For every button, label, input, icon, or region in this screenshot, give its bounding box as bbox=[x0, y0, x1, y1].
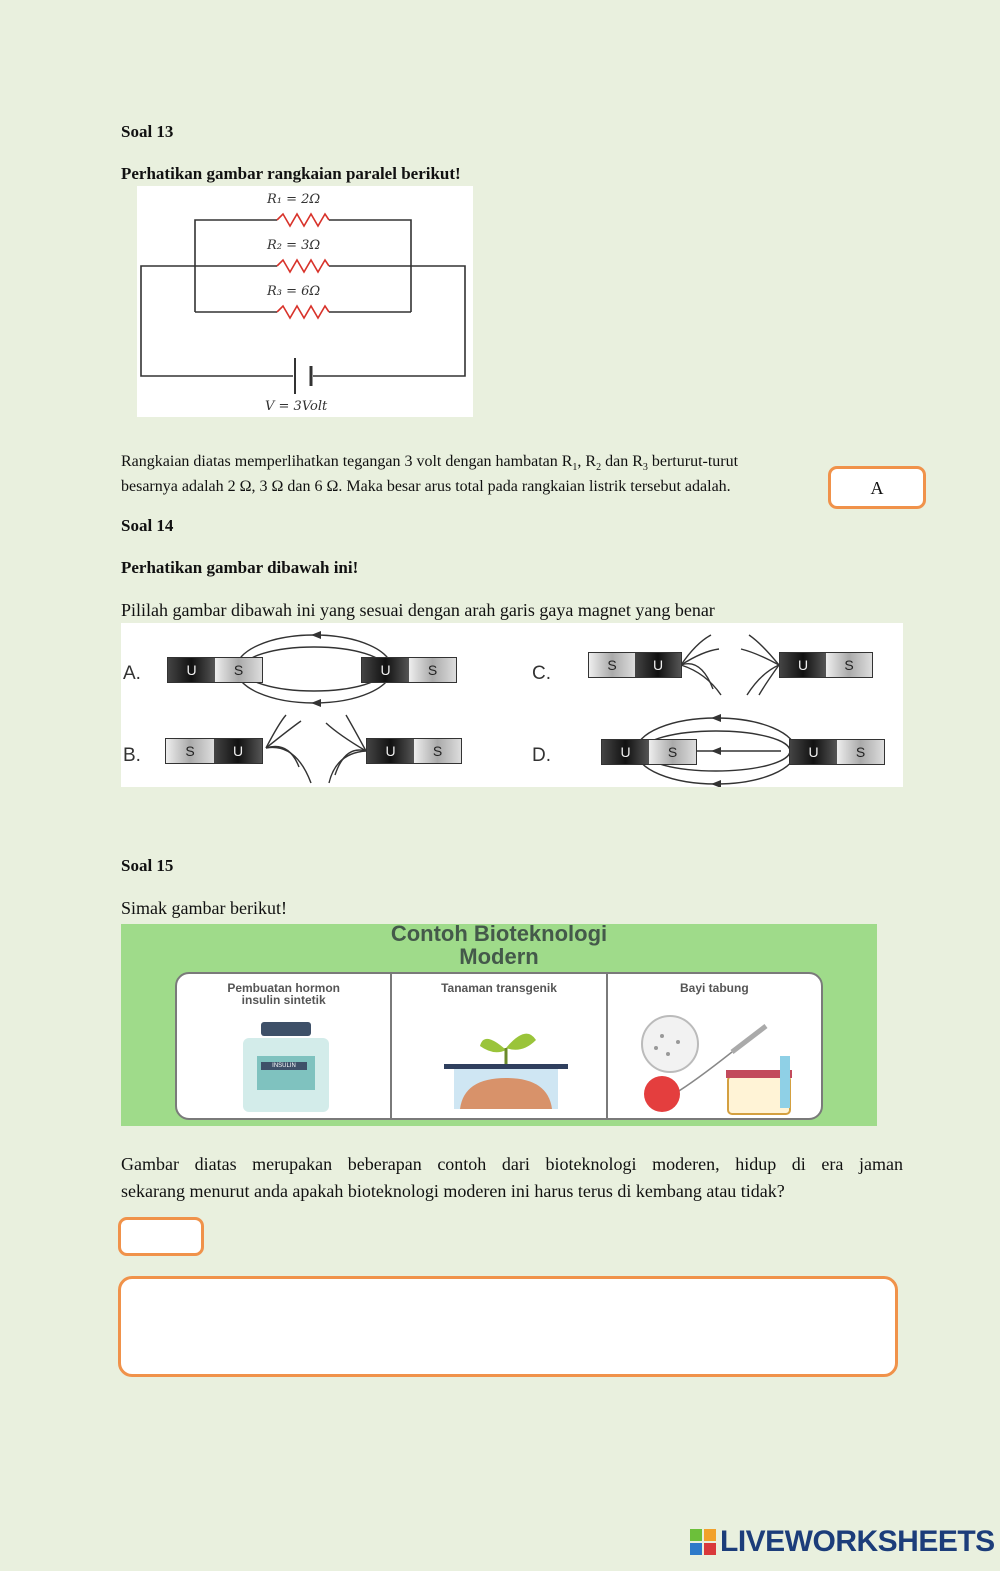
liveworksheets-logo-icon bbox=[690, 1529, 716, 1555]
ivf-icon bbox=[634, 1012, 804, 1121]
sub-2: 2 bbox=[596, 462, 602, 474]
pole: U bbox=[214, 739, 262, 763]
bio-title-line2: Modern bbox=[459, 944, 539, 969]
bio-cell-transgenic bbox=[392, 974, 607, 1118]
pole: S bbox=[837, 740, 884, 764]
sub-3: 3 bbox=[642, 462, 648, 474]
pole: U bbox=[602, 740, 649, 764]
magnet-option-a-label: A. bbox=[123, 663, 141, 684]
soal-14-instruction: Perhatikan gambar dibawah ini! bbox=[121, 558, 359, 577]
r1-label: R₁ = 2Ω bbox=[267, 192, 321, 207]
r2-label: R₂ = 3Ω bbox=[267, 238, 321, 253]
soal-15-question-line2: sekarang menurut anda apakah bioteknologi moderen ini harus terus di kembang atau tidak? bbox=[121, 1181, 785, 1201]
bio-title-line1: Contoh Bioteknologi bbox=[390, 924, 608, 946]
bio-caption bbox=[177, 982, 390, 1006]
soal-13-instruction: Perhatikan gambar rangkaian paralel berikut! bbox=[121, 164, 461, 183]
soal-15-question-line1: Gambar diatas merupakan beberapan contoh dari bioteknologi moderen, hidup di era jaman bbox=[121, 1154, 903, 1174]
magnet-option-c-label: C. bbox=[532, 663, 551, 684]
q13-text-a: Rangkaian diatas memperlihatkan tegangan 3 volt dengan hambatan R bbox=[121, 453, 573, 470]
bio-caption: Bayi tabung bbox=[679, 981, 749, 995]
soal-14-heading: Soal 14 bbox=[121, 516, 174, 535]
magnet-a-left bbox=[167, 657, 263, 683]
pole: S bbox=[414, 739, 461, 763]
soal-13-heading: Soal 13 bbox=[121, 122, 174, 141]
resistor-zigzags bbox=[277, 214, 329, 318]
bio-cell-insulin bbox=[177, 974, 392, 1118]
soal-13-answer-value: A bbox=[870, 478, 884, 498]
magnet-c-left bbox=[588, 652, 682, 678]
soal-13-answer-input[interactable] bbox=[828, 466, 926, 509]
pole: S bbox=[166, 739, 214, 763]
magnet-option-b-label: B. bbox=[123, 745, 141, 766]
q13-text-b: berturut-turut bbox=[647, 453, 739, 470]
soal-15-short-answer-input[interactable] bbox=[118, 1217, 204, 1256]
q13-text-dan: dan R bbox=[601, 453, 643, 470]
pole: U bbox=[635, 653, 681, 677]
insulin-bottle-icon bbox=[243, 1022, 329, 1114]
insulin-label: INSULIN bbox=[261, 1062, 307, 1070]
bio-cell-ivf bbox=[608, 974, 821, 1118]
magnet-b-right bbox=[366, 738, 462, 764]
bio-image-title bbox=[121, 924, 877, 968]
parallel-circuit-image bbox=[137, 186, 473, 417]
pole: U bbox=[362, 658, 409, 682]
magnet-field-image bbox=[121, 623, 903, 787]
voltage-label: V = 3Volt bbox=[265, 399, 328, 414]
liveworksheets-logo bbox=[690, 1525, 995, 1559]
bio-caption: Tanaman transgenik bbox=[441, 981, 557, 995]
caption-line: Pembuatan hormon bbox=[227, 981, 340, 995]
pole: S bbox=[826, 653, 872, 677]
soal-15-essay-answer-input[interactable] bbox=[118, 1276, 898, 1377]
caption-line: insulin sintetik bbox=[241, 993, 326, 1007]
magnet-a-right bbox=[361, 657, 457, 683]
magnet-c-right bbox=[779, 652, 873, 678]
pole: S bbox=[649, 740, 696, 764]
pole: S bbox=[215, 658, 262, 682]
bio-panel bbox=[175, 972, 823, 1120]
pole: U bbox=[790, 740, 837, 764]
soal-13-question-line2: besarnya adalah 2 Ω, 3 Ω dan 6 Ω. Maka besar arus total pada rangkaian listrik tersebut adalah. bbox=[121, 478, 731, 495]
parallel-circuit-diagram bbox=[137, 186, 473, 417]
soal-14-question: Pililah gambar dibawah ini yang sesuai dengan arah garis gaya magnet yang benar bbox=[121, 600, 715, 620]
magnet-d-left bbox=[601, 739, 697, 765]
sub-1: 1 bbox=[572, 462, 578, 474]
pole: S bbox=[589, 653, 635, 677]
biotechnology-image bbox=[121, 924, 877, 1126]
q13-text-comma: , R bbox=[577, 453, 597, 470]
soal-15-heading: Soal 15 bbox=[121, 856, 174, 875]
soal-15-instruction: Simak gambar berikut! bbox=[121, 898, 287, 918]
magnet-b-left bbox=[165, 738, 263, 764]
r3-label: R₃ = 6Ω bbox=[267, 284, 321, 299]
magnet-d-right bbox=[789, 739, 885, 765]
liveworksheets-brand-text: LIVEWORKSHEETS bbox=[720, 1525, 995, 1558]
pole: S bbox=[409, 658, 456, 682]
plant-icon bbox=[444, 1020, 568, 1115]
pole: U bbox=[780, 653, 826, 677]
pole: U bbox=[168, 658, 215, 682]
pole: U bbox=[367, 739, 414, 763]
magnet-option-d-label: D. bbox=[532, 745, 551, 766]
